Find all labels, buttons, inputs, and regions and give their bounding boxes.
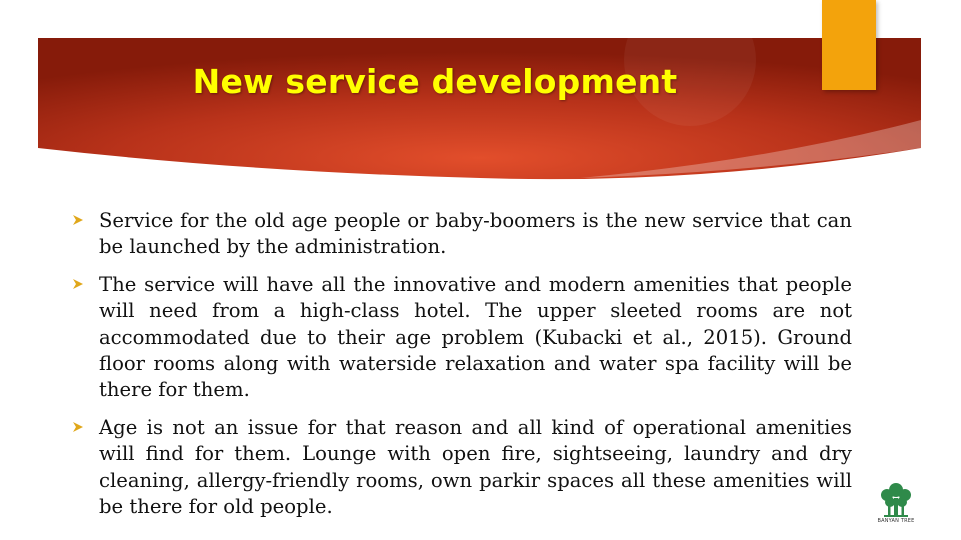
bullet-item <box>70 272 852 404</box>
logo-caption: BANYAN TREE <box>877 518 915 524</box>
bullet-item <box>70 415 852 521</box>
bullet-text: Service for the old age people or baby-boomers is the new service that can be launched by the administration. <box>99 209 852 259</box>
arrow-bullet-icon <box>72 421 84 433</box>
arrow-bullet-icon <box>72 278 84 290</box>
bullet-item <box>70 208 852 261</box>
arrow-bullet-icon <box>72 214 84 226</box>
bullet-text: Age is not an issue for that reason and all kind of operational amenities will find for them. Lounge with open fire, sightseeing, laundry and dry cleaning, allergy-friendly rooms, own parkir spaces all these amenities will be there for old people. <box>99 415 852 519</box>
bullet-text: The service will have all the innovative and modern amenities that people will need from a high-class hotel. The upper sleeted rooms are not accommodated due to their age problem (Kubacki et al., 2015). Ground floor rooms along with waterside relaxation and water spa facility will be there for them. <box>99 272 852 402</box>
bullet-list <box>70 208 852 531</box>
slide-title: New service development <box>192 62 678 101</box>
